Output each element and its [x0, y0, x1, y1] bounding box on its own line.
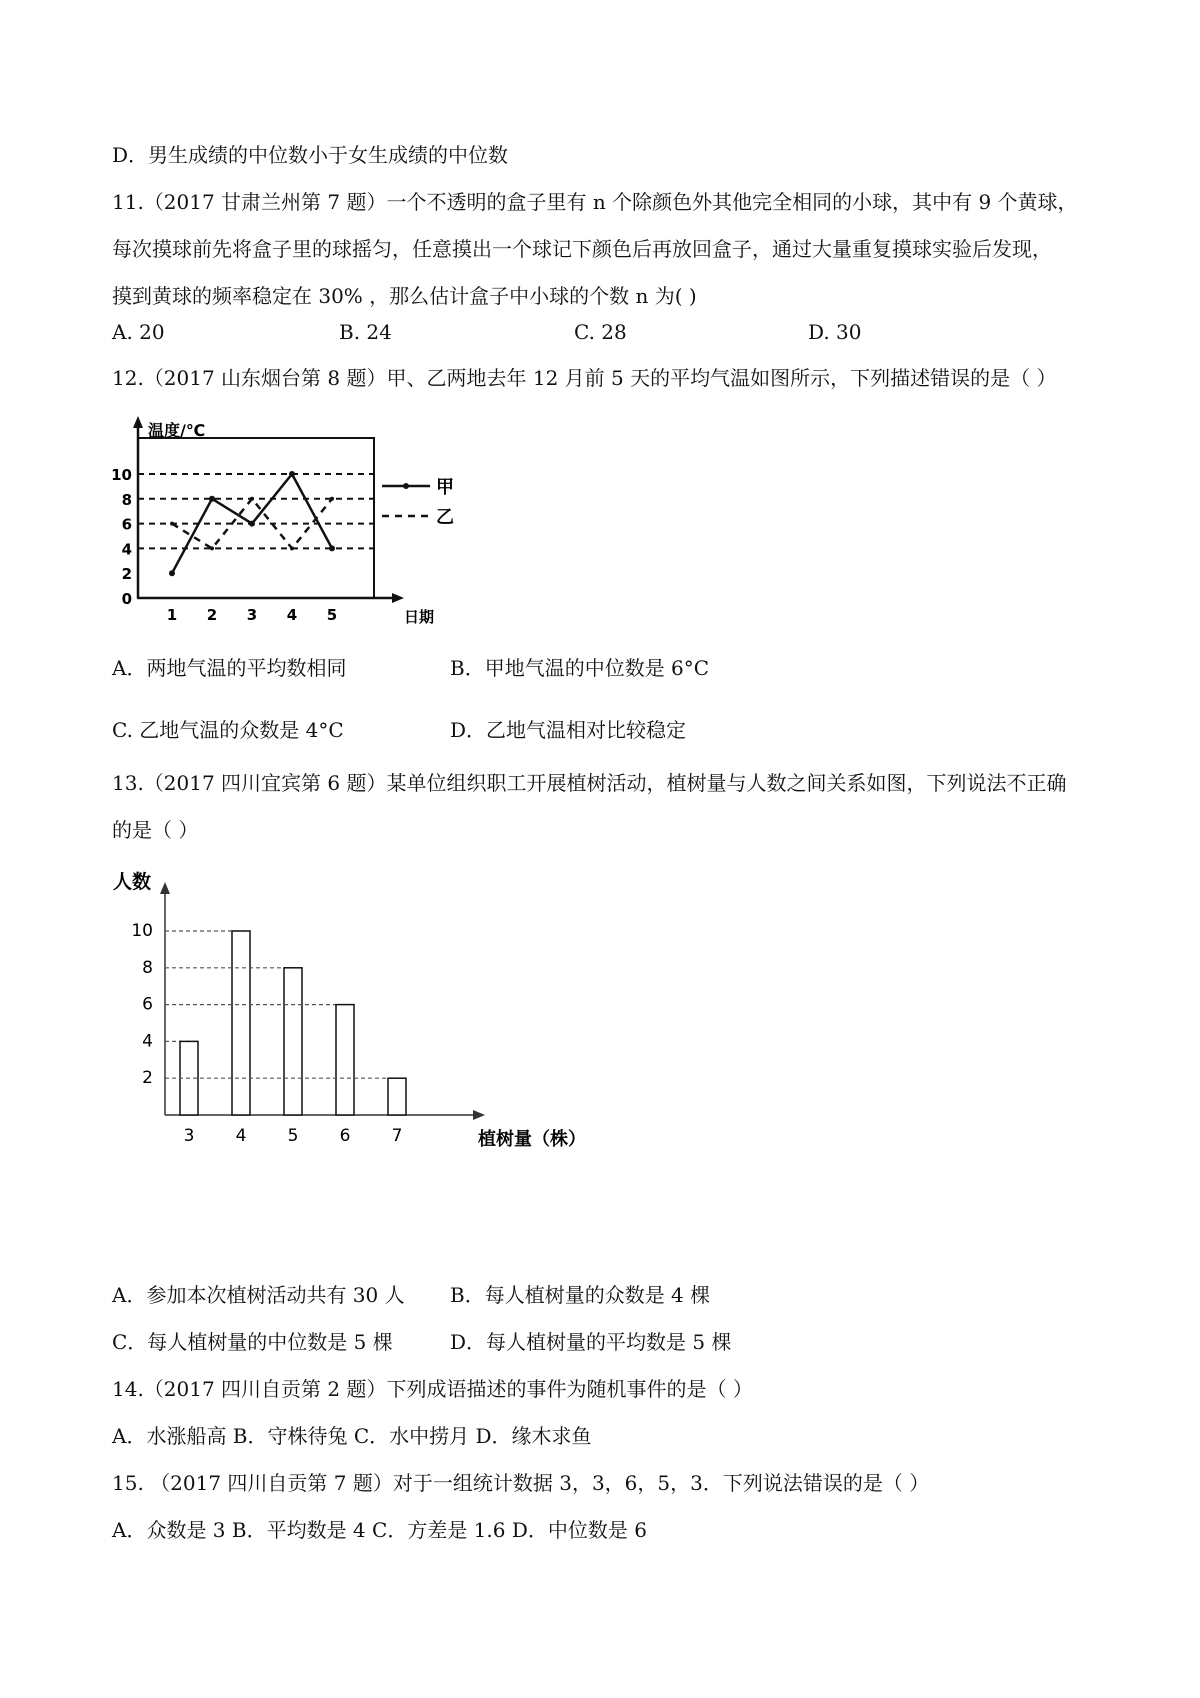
x-axis-label: 植树量（株） — [478, 1129, 586, 1150]
q11-stem-line3: 摸到黄球的频率稳定在 30% ，那么估计盒子中小球的个数 n 为( ) — [112, 284, 697, 308]
q11-option-b: B. 24 — [339, 320, 392, 344]
data-point-甲 — [249, 521, 255, 527]
q11-option-d: D. 30 — [808, 320, 862, 344]
y-tick-label: 10 — [111, 466, 132, 484]
q12-stem: 12.（2017 山东烟台第 8 题）甲、乙两地去年 12 月前 5 天的平均气温如图所示，下列描述错误的是（ ） — [112, 366, 1057, 390]
x-tick-label: 1 — [166, 606, 178, 624]
data-point-乙 — [250, 497, 254, 501]
legend-marker — [403, 483, 409, 489]
q13-option-b: B．每人植树量的众数是 4 棵 — [450, 1283, 711, 1307]
q13-stem-line2: 的是（ ） — [112, 818, 199, 842]
data-point-甲 — [169, 570, 175, 576]
y-axis-label: 人数 — [113, 871, 152, 893]
y-tick-label: 4 — [121, 540, 132, 559]
y-tick-label: 0 — [121, 590, 132, 608]
q15-options: A．众数是 3 B．平均数是 4 C．方差是 1.6 D．中位数是 6 — [112, 1518, 647, 1542]
q13-option-a: A．参加本次植树活动共有 30 人 — [112, 1283, 405, 1307]
q12-option-b: B．甲地气温的中位数是 6°C — [450, 656, 710, 680]
q13-option-c: C．每人植树量的中位数是 5 棵 — [112, 1330, 393, 1354]
x-tick-label: 5 — [287, 1126, 299, 1146]
x-tick-label: 6 — [339, 1126, 351, 1146]
data-point-甲 — [209, 496, 215, 502]
x-tick-label: 4 — [235, 1126, 247, 1146]
q11-option-a: A. 20 — [112, 320, 165, 344]
q13-option-d: D．每人植树量的平均数是 5 棵 — [450, 1330, 732, 1354]
y-tick-label: 8 — [121, 490, 132, 509]
bar — [284, 968, 302, 1115]
q12-option-c: C. 乙地气温的众数是 4°C — [112, 718, 344, 742]
q15-stem: 15. （2017 四川自贡第 7 题）对于一组统计数据 3，3，6，5，3．下列说法错误的是（ ） — [112, 1471, 930, 1495]
y-tick-label: 2 — [142, 1068, 153, 1089]
x-tick-label: 5 — [326, 606, 338, 624]
bar — [388, 1078, 406, 1115]
legend-label: 乙 — [436, 507, 454, 528]
x-tick-label: 7 — [391, 1126, 403, 1146]
y-axis-label: 温度/℃ — [148, 421, 206, 440]
x-axis-arrow — [473, 1110, 485, 1120]
q13-stem-line1: 13.（2017 四川宜宾第 6 题）某单位组织职工开展植树活动，植树量与人数之间关系如图，下列说法不正确 — [112, 771, 1067, 795]
x-tick-label: 3 — [246, 606, 258, 624]
q12-option-a: A．两地气温的平均数相同 — [112, 656, 347, 680]
y-tick-label: 6 — [121, 515, 132, 534]
data-point-乙 — [330, 497, 334, 501]
q11-stem-line2: 每次摸球前先将盒子里的球摇匀，任意摸出一个球记下颜色后再放回盒子，通过大量重复摸球实验后发现， — [112, 237, 1052, 261]
x-axis-arrow — [392, 593, 404, 603]
data-point-乙 — [170, 522, 174, 526]
x-tick-label: 4 — [286, 606, 298, 624]
bar — [336, 1005, 354, 1115]
data-point-甲 — [329, 545, 335, 551]
q10-option-d: D．男生成绩的中位数小于女生成绩的中位数 — [112, 143, 509, 167]
q14-stem: 14.（2017 四川自贡第 2 题）下列成语描述的事件为随机事件的是（ ） — [112, 1377, 753, 1401]
x-tick-label: 2 — [206, 606, 218, 624]
y-tick-label: 6 — [142, 994, 153, 1015]
q14-options: A．水涨船高 B．守株待兔 C．水中捞月 D．缘木求鱼 — [112, 1424, 592, 1448]
q12-option-d: D．乙地气温相对比较稳定 — [450, 718, 687, 742]
x-tick-label: 3 — [183, 1126, 195, 1146]
q11-stem-line1: 11.（2017 甘肃兰州第 7 题）一个不透明的盒子里有 n 个除颜色外其他完全相同的小球，其中有 9 个黄球， — [112, 190, 1078, 214]
data-point-乙 — [210, 546, 214, 550]
x-axis-label: 日期 — [404, 608, 435, 626]
y-tick-label: 2 — [121, 565, 132, 584]
q11-option-c: C. 28 — [574, 320, 627, 344]
y-tick-label: 10 — [131, 921, 153, 941]
y-tick-label: 8 — [142, 957, 153, 978]
bar — [232, 931, 250, 1115]
data-point-甲 — [289, 471, 295, 477]
data-point-乙 — [290, 546, 294, 550]
y-axis-arrow — [133, 416, 143, 428]
y-tick-label: 4 — [142, 1031, 153, 1052]
y-axis-arrow — [160, 882, 170, 894]
temperature-line-chart — [100, 410, 520, 640]
legend-label: 甲 — [436, 477, 454, 498]
tree-planting-bar-chart — [105, 858, 665, 1268]
